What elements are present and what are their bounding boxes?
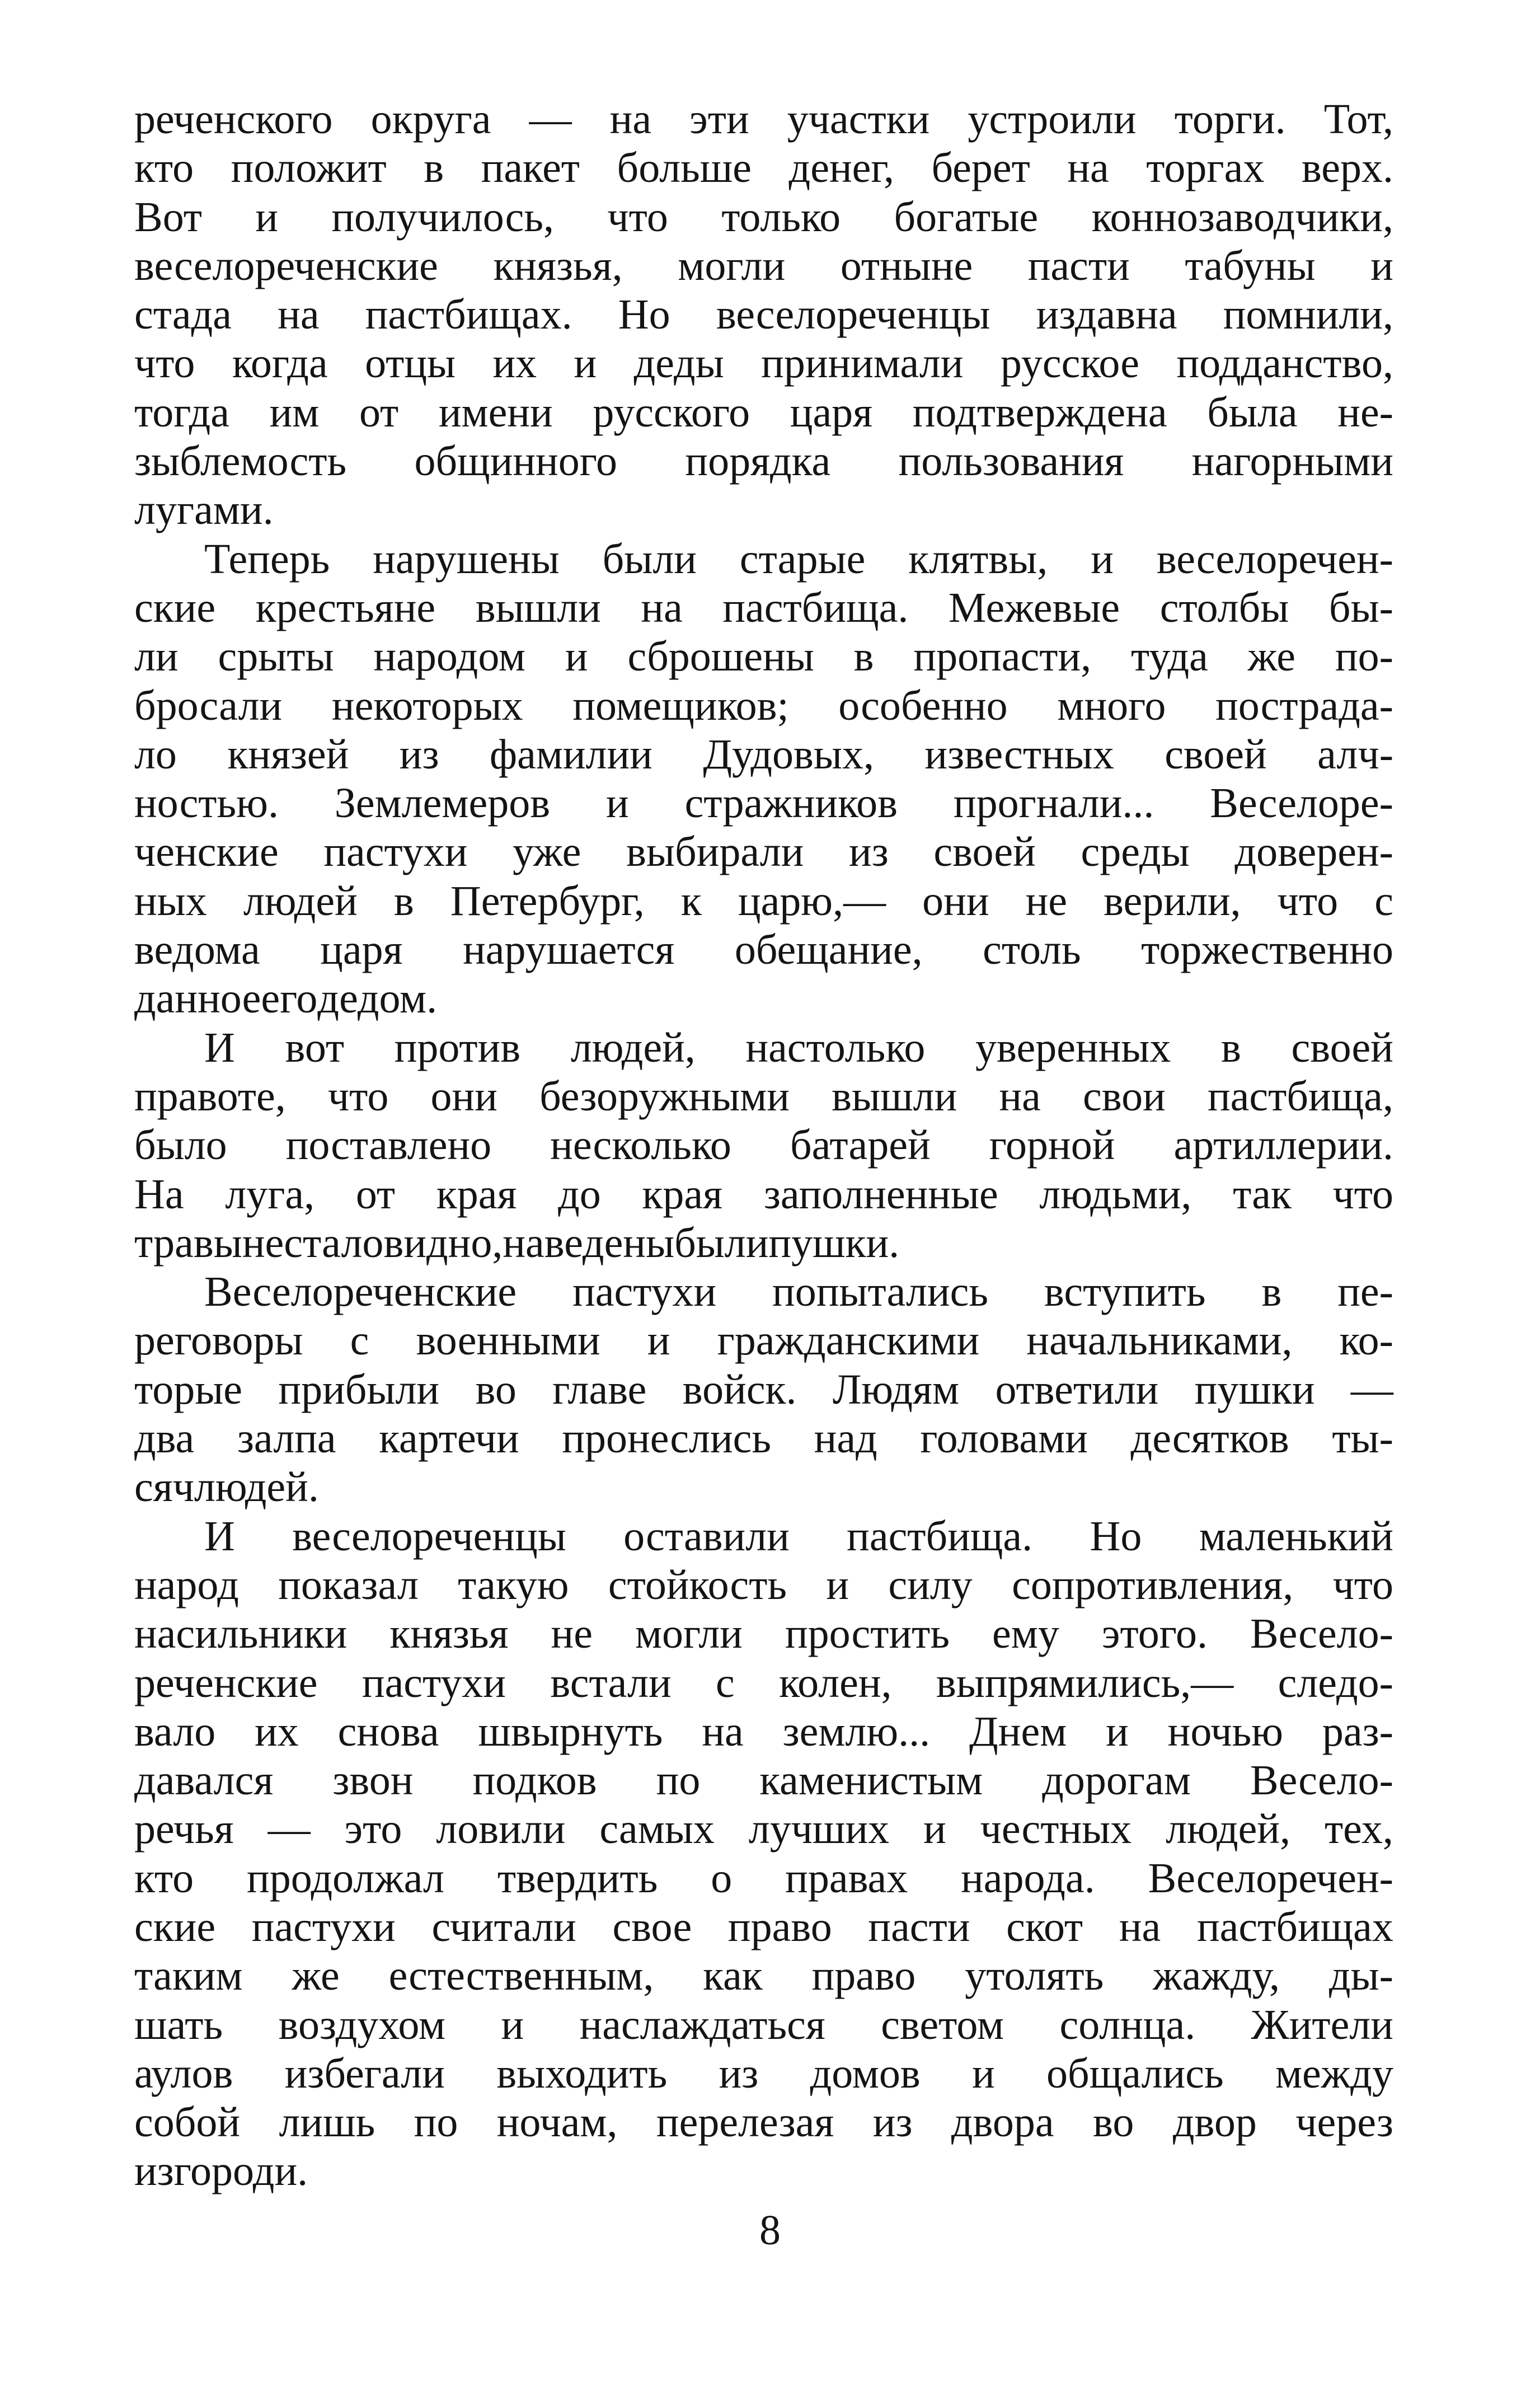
text-line: ностью. Землемеров и стражников прогнали... Веселоре- xyxy=(134,780,1393,827)
text-line: аулов избегали выходить из домов и общались между xyxy=(134,2050,1393,2097)
text-line: данное его дедом. xyxy=(134,975,438,1023)
text-line: речья — это ловили самых лучших и честных людей, тех, xyxy=(134,1806,1393,1853)
text-line: Теперь нарушены были старые клятвы, и веселоречен- xyxy=(204,535,1393,583)
body-text xyxy=(134,95,1393,2196)
text-line: И веселореченцы оставили пастбища. Но маленький xyxy=(204,1512,1393,1560)
text-line: собой лишь по ночам, перелезая из двора во двор через xyxy=(134,2099,1393,2146)
text-line: что когда отцы их и деды принимали русское подданство, xyxy=(134,340,1393,387)
text-line: ские пастухи считали свое право пасти скот на пастбищах xyxy=(134,1903,1393,1950)
text-line: реченские пастухи встали с колен, выпрямились,— следо- xyxy=(134,1659,1393,1706)
text-line: ных людей в Петербург, к царю,— они не верили, что с xyxy=(134,877,1393,925)
text-line: Веселореченские пастухи попытались вступить в пе- xyxy=(204,1268,1393,1316)
text-line: веселореченские князья, могли отныне пасти табуны и xyxy=(134,242,1393,289)
text-line: стада на пастбищах. Но веселореченцы издавна помнили, xyxy=(134,291,1393,339)
text-line: травы не стало видно, наведены были пушки. xyxy=(134,1219,900,1267)
paragraph xyxy=(134,1024,1393,1268)
text-line: вало их снова швырнуть на землю... Днем и ночью раз- xyxy=(134,1708,1393,1755)
text-line: зыблемость общинного порядка пользования нагорными xyxy=(134,438,1393,485)
text-line: Вот и получилось, что только богатые коннозаводчики, xyxy=(134,193,1393,241)
text-line: народ показал такую стойкость и силу сопротивления, что xyxy=(134,1561,1393,1608)
paragraph xyxy=(134,535,1393,1024)
text-line: реговоры с военными и гражданскими начальниками, ко- xyxy=(134,1317,1393,1364)
text-line: ские крестьяне вышли на пастбища. Межевые столбы бы- xyxy=(134,584,1393,631)
text-line: давался звон подков по каменистым дорогам Весело- xyxy=(134,1757,1393,1804)
text-line: ло князей из фамилии Дудовых, известных своей алч- xyxy=(134,730,1393,778)
text-line: На луга, от края до края заполненные людьми, так что xyxy=(134,1170,1393,1218)
text-line: таким же естественным, как право утолять жажду, ды- xyxy=(134,1952,1393,2000)
text-line: ли срыты народом и сброшены в пропасти, туда же по- xyxy=(134,633,1393,681)
text-line: правоте, что они безоружными вышли на свои пастбища, xyxy=(134,1072,1393,1120)
text-line: бросали некоторых помещиков; особенно много пострада- xyxy=(134,682,1393,729)
text-line: кто продолжал твердить о правах народа. Веселоречен- xyxy=(134,1854,1393,1902)
text-line: изгороди. xyxy=(134,2147,308,2195)
paragraph xyxy=(134,95,1393,535)
text-line: насильники князья не могли простить ему этого. Весело- xyxy=(134,1610,1393,1658)
page-number: 8 xyxy=(759,2207,781,2254)
text-line: шать воздухом и наслаждаться светом солнца. Жители xyxy=(134,2001,1393,2048)
text-line: кто положит в пакет больше денег, берет на торгах верх. xyxy=(134,144,1393,192)
text-line: ченские пастухи уже выбирали из своей среды доверен- xyxy=(134,828,1393,876)
text-line: сяч людей. xyxy=(134,1464,319,1511)
paragraph xyxy=(134,1268,1393,1512)
text-line: лугами. xyxy=(134,486,274,534)
paragraph xyxy=(134,1512,1393,2196)
text-line: было поставлено несколько батарей горной артиллерии. xyxy=(134,1122,1393,1169)
text-line: И вот против людей, настолько уверенных в своей xyxy=(204,1024,1393,1071)
text-line: торые прибыли во главе войск. Людям ответили пушки — xyxy=(134,1366,1393,1413)
text-line: реченского округа — на эти участки устроили торги. Тот, xyxy=(134,96,1393,143)
text-line: ведома царя нарушается обещание, столь торжественно xyxy=(134,926,1393,974)
text-line: тогда им от имени русского царя подтверждена была не- xyxy=(134,388,1393,436)
text-line: два залпа картечи пронеслись над головами десятков ты- xyxy=(134,1415,1393,1462)
